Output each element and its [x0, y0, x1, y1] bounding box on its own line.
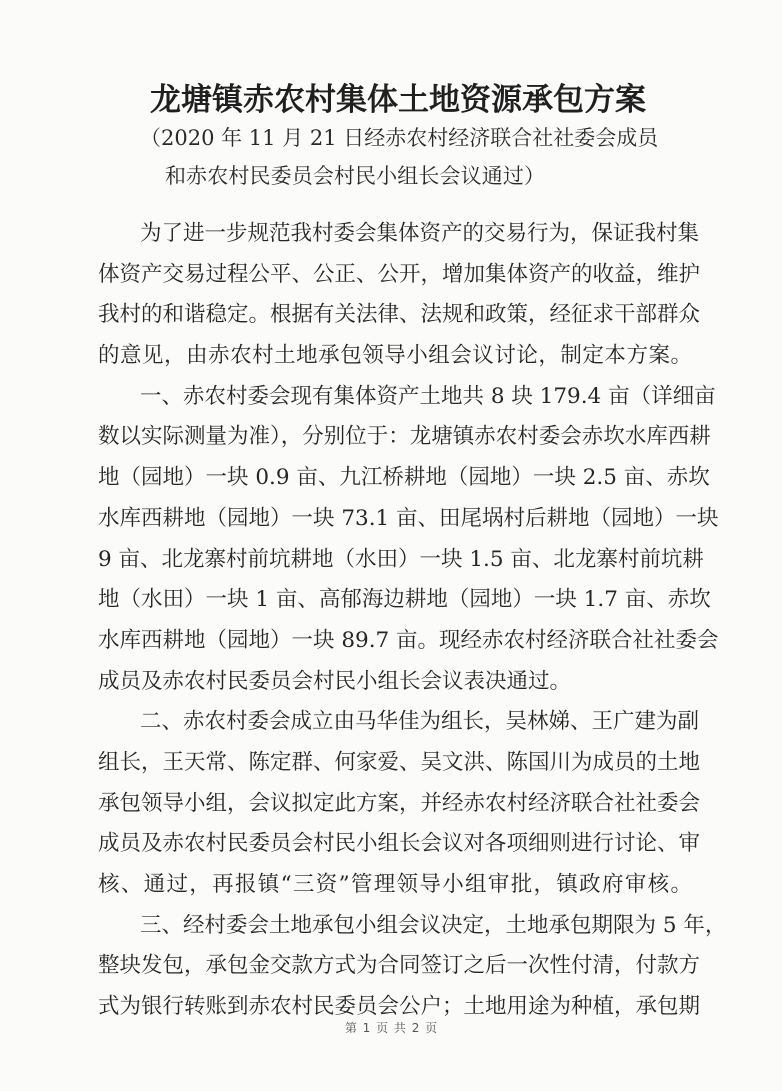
text-line: 二、赤农村委会成立由马华佳为组长，吴林娣、王广建为副	[140, 709, 700, 735]
text-line: 地（园地）一块 0.9 亩、九江桥耕地（园地）一块 2.5 亩、赤坎	[98, 465, 710, 491]
text-line: 承包领导小组，会议拟定此方案，并经赤农村经济联合社社委会	[98, 790, 701, 816]
text-line: 核、通过，再报镇“三资”管理领导小组审批，镇政府审核。	[98, 872, 692, 897]
text-line: 我村的和谐稳定。根据有关法律、法规和政策，经征求干部群众	[98, 302, 701, 328]
text-line: 的意见，由赤农村土地承包领导小组会议讨论，制定本方案。	[98, 343, 692, 369]
text-line: 整块发包，承包金交款方式为合同签订之后一次性付清，付款方	[98, 953, 701, 979]
text-line: 成员及赤农村民委员会村民小组长会议表决通过。	[98, 668, 572, 694]
text-line: 水库西耕地（园地）一块 73.1 亩、田尾埚村后耕地（园地）一块	[98, 505, 719, 531]
document-body	[98, 214, 727, 1028]
paragraph-intro	[98, 214, 701, 377]
page-number-footer: 第 1 页 共 2 页	[344, 1021, 438, 1035]
text-line: 为了进一步规范我村委会集体资产的交易行为，保证我村集	[140, 221, 700, 246]
paragraph-section-1	[98, 377, 719, 703]
text-line: 组长，王天常、陈定群、何家爱、吴文洪、陈国川为成员的土地	[98, 749, 701, 775]
text-line: 式为银行转账到赤农村民委员会公户；土地用途为种植，承包期	[98, 994, 701, 1020]
text-line: 三、经村委会土地承包小组会议决定，土地承包期限为 5 年，	[140, 912, 727, 938]
document-subtitle-line: （2020 年 11 月 21 日经赤农村经济联合社社委会成员	[140, 126, 659, 150]
paragraph-section-2	[98, 702, 701, 905]
document-subtitle-line: 和赤农村民委员会村民小组长会议通过）	[165, 164, 545, 188]
text-line: 9 亩、北龙寨村前坑耕地（水田）一块 1.5 亩、北龙寨村前坑耕	[98, 546, 704, 572]
text-line: 体资产交易过程公平、公正、公开，增加集体资产的收益，维护	[98, 261, 701, 287]
text-line: 数以实际测量为准），分别位于：龙塘镇赤农村委会赤坎水库西耕	[98, 424, 711, 450]
text-line: 水库西耕地（园地）一块 89.7 亩。现经赤农村经济联合社社委会	[98, 627, 719, 653]
text-line: 一、赤农村委会现有集体资产土地共 8 块 179.4 亩（详细亩	[140, 383, 716, 409]
paragraph-section-3	[98, 906, 727, 1028]
document-title: 龙塘镇赤农村集体土地资源承包方案	[150, 82, 646, 118]
text-line: 地（水田）一块 1 亩、高郁海边耕地（园地）一块 1.7 亩、赤坎	[98, 587, 711, 613]
text-line: 成员及赤农村民委员会村民小组长会议对各项细则进行讨论、审	[98, 831, 701, 857]
